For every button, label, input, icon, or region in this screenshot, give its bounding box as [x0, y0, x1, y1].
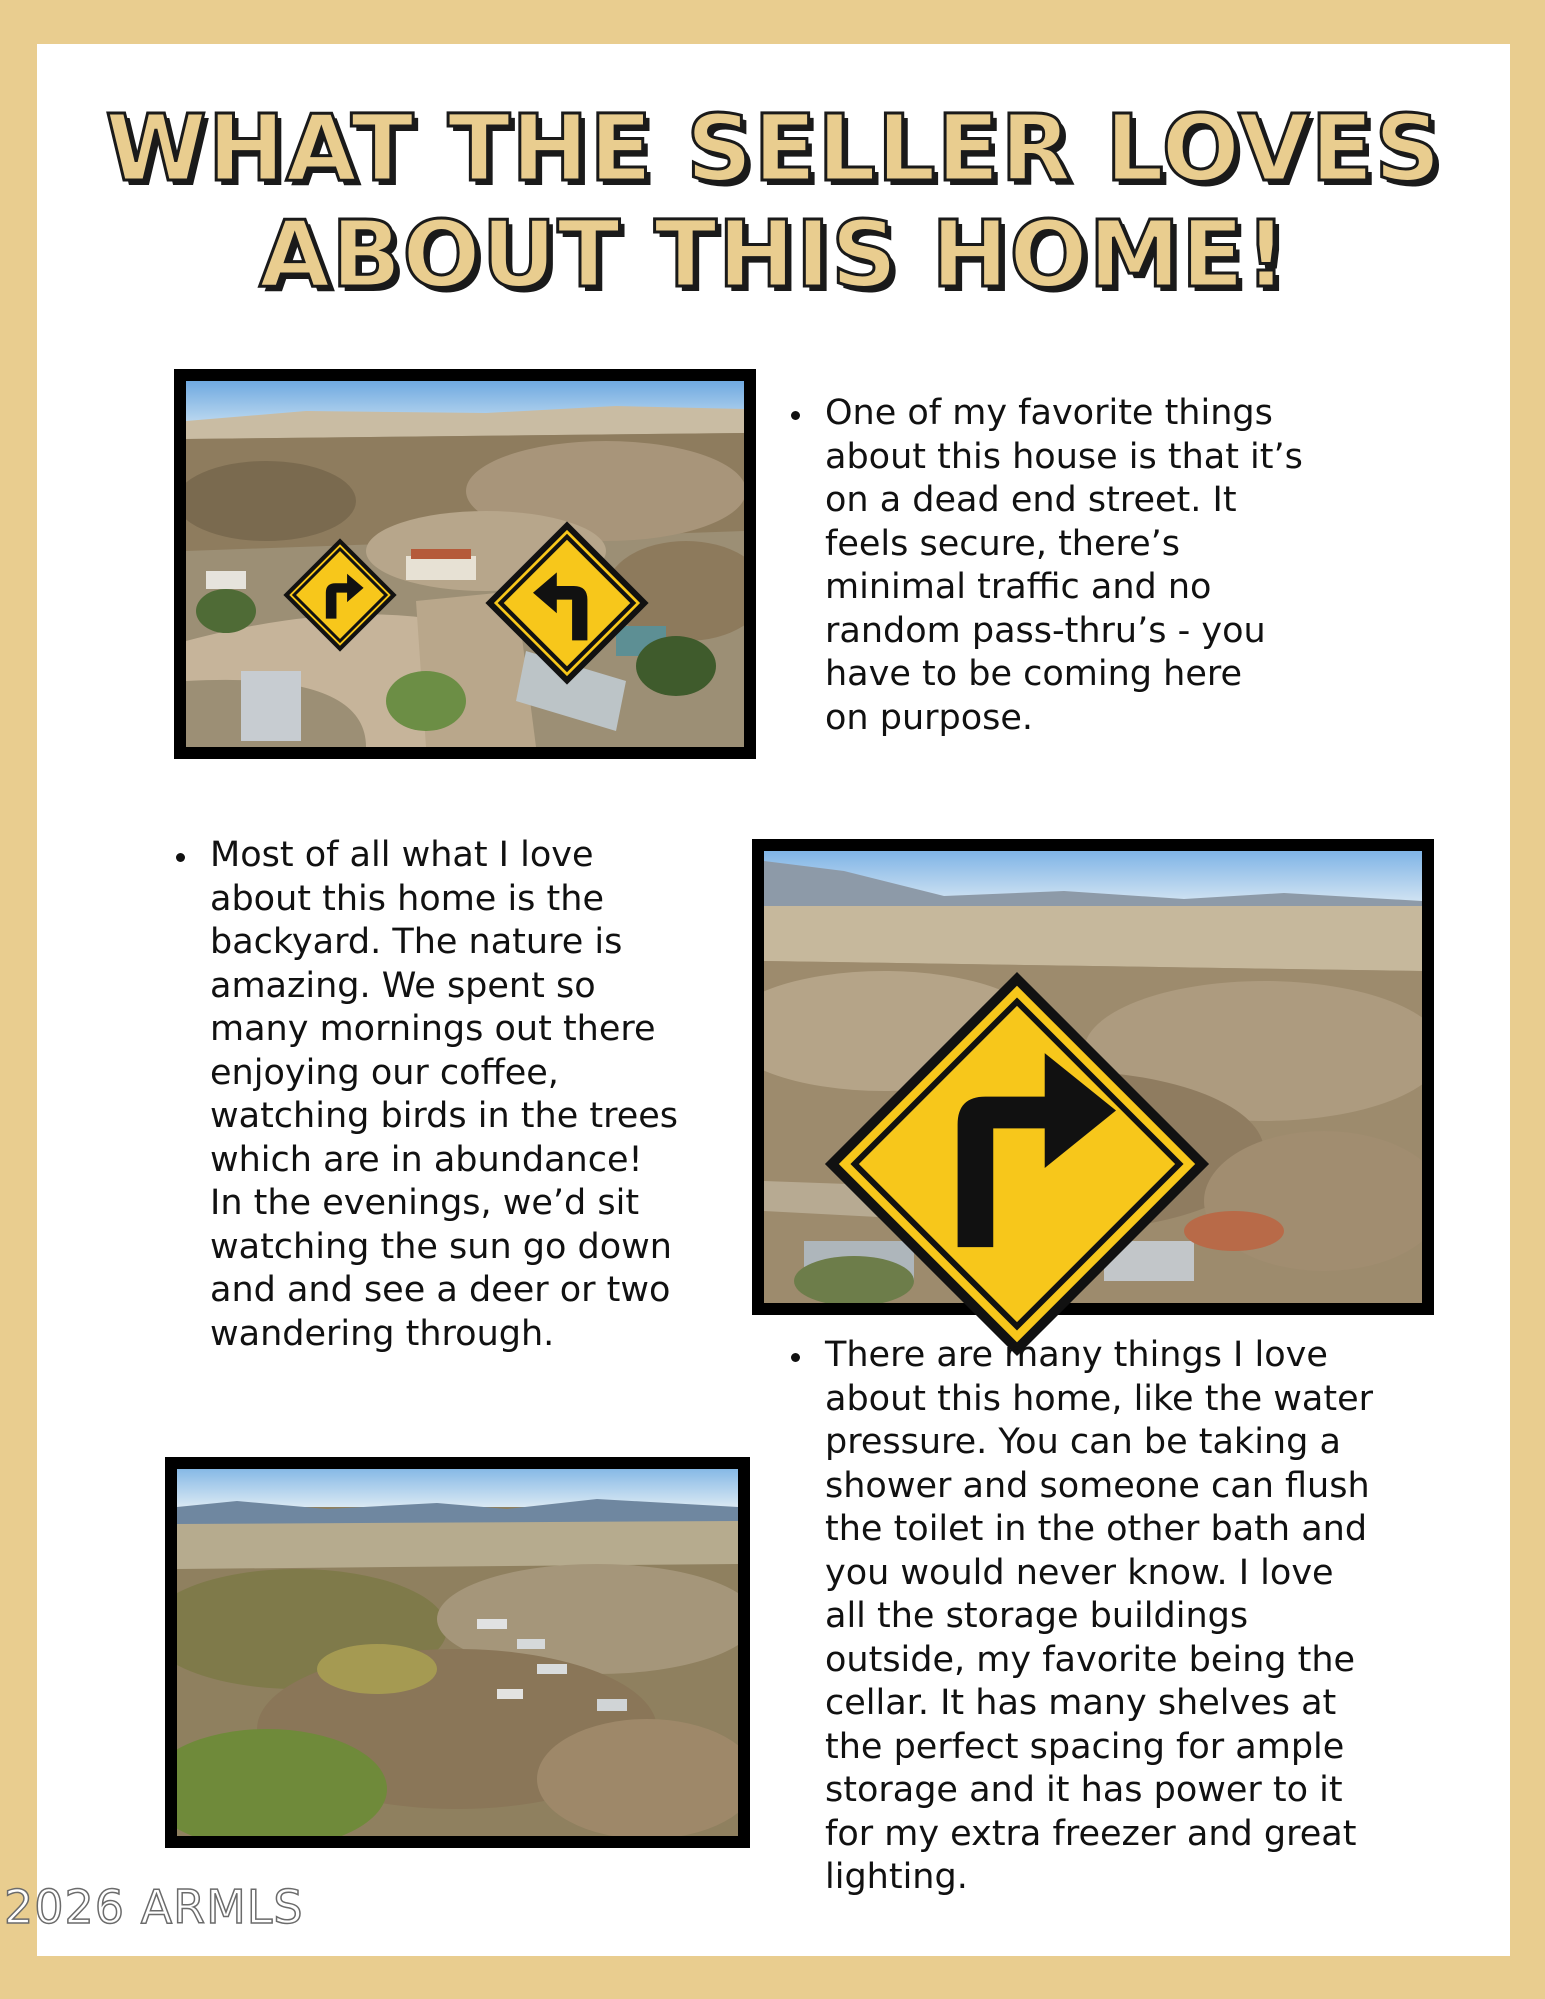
- right-turn-sign-icon: [281, 536, 399, 654]
- text-line: and and see a deer or two: [210, 1270, 671, 1310]
- aerial-trees-photo: [165, 1457, 750, 1848]
- text-line: outside, my favorite being the: [825, 1639, 1356, 1680]
- text-line: about this home is the: [210, 878, 604, 919]
- copyright-watermark: 2026 ARMLS: [4, 1880, 304, 1934]
- text-line: Most of all what I love: [210, 835, 594, 875]
- text-line: There are many things I love: [825, 1335, 1328, 1375]
- text-line: on a dead end street. It: [825, 480, 1237, 520]
- text-line: about this home, like the water: [825, 1378, 1373, 1419]
- backyard-paragraph: [174, 834, 794, 1356]
- text-line: on purpose.: [825, 697, 1034, 738]
- text-line: cellar. It has many shelves at: [825, 1683, 1337, 1723]
- text-line: In the evenings, we’d sit: [210, 1183, 640, 1223]
- text-line: the perfect spacing for ample: [825, 1726, 1345, 1767]
- text-line: watching the sun go down: [210, 1226, 672, 1267]
- water-pressure-paragraph: [789, 1334, 1509, 1900]
- text-line: minimal traffic and no: [825, 567, 1212, 607]
- left-turn-sign-icon: [482, 518, 652, 688]
- text-line: One of my favorite things: [825, 393, 1273, 433]
- text-line: pressure. You can be taking a: [825, 1422, 1341, 1462]
- text-line: backyard. The nature is: [210, 922, 623, 962]
- list-item: [174, 834, 794, 1356]
- text-line: random pass-thru’s - you: [825, 610, 1266, 651]
- text-line: amazing. We spent so: [210, 965, 596, 1006]
- text-line: many mornings out there: [210, 1009, 656, 1049]
- text-line: storage and it has power to it: [825, 1770, 1343, 1810]
- text-line: about this house is that it’s: [825, 436, 1303, 477]
- text-line: which are in abundance!: [210, 1139, 643, 1180]
- text-line: watching birds in the trees: [210, 1096, 679, 1136]
- text-line: wandering through.: [210, 1313, 555, 1354]
- text-line: for my extra freezer and great: [825, 1813, 1357, 1854]
- page-title-line-2: ABOUT THIS HOME!: [259, 201, 1288, 308]
- dead-end-paragraph: [789, 392, 1489, 740]
- text-line: you would never know. I love: [825, 1552, 1334, 1593]
- text-line: shower and someone can flush: [825, 1465, 1370, 1506]
- right-turn-sign-icon: [819, 966, 1215, 1362]
- text-line: all the storage buildings: [825, 1596, 1249, 1636]
- list-item: [789, 1334, 1509, 1900]
- aerial-street-photo: [174, 369, 756, 759]
- text-line: the toilet in the other bath and: [825, 1509, 1368, 1549]
- text-line: enjoying our coffee,: [210, 1052, 559, 1093]
- page-title-line-1: WHAT THE SELLER LOVES: [105, 95, 1442, 202]
- text-line: lighting.: [825, 1857, 968, 1897]
- flyer-page: [37, 44, 1510, 1956]
- text-line: feels secure, there’s: [825, 523, 1181, 564]
- page-title: [37, 96, 1510, 308]
- text-line: have to be coming here: [825, 654, 1243, 694]
- list-item: [789, 392, 1489, 740]
